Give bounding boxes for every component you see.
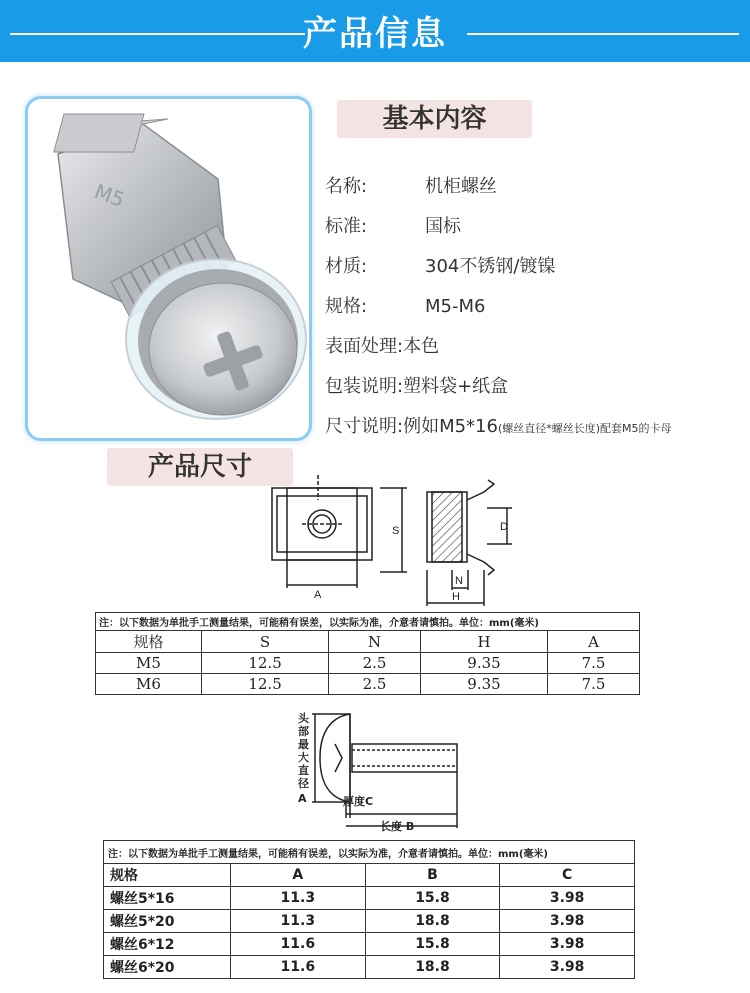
table-cell: 11.6	[231, 933, 366, 956]
table-cell: 螺丝6*12	[104, 933, 231, 956]
info-value: 本色	[403, 336, 440, 357]
screw-spec-table	[103, 840, 635, 979]
table-cell: 3.98	[500, 910, 635, 933]
header-cell: 规格	[96, 631, 202, 653]
header-cell: H	[420, 631, 547, 653]
info-value: 机柜螺丝	[425, 176, 497, 197]
table-cell: 12.5	[202, 653, 329, 674]
info-row-spec	[325, 292, 485, 318]
head-diameter-letter: A	[298, 792, 307, 805]
table-cell: 螺丝5*16	[104, 887, 231, 910]
table-header-row	[96, 631, 640, 653]
length-label: 长度 B	[380, 820, 415, 833]
table-row	[104, 933, 635, 956]
info-row-standard	[325, 212, 461, 238]
table-cell: 2.5	[329, 653, 421, 674]
info-label: 表面处理:	[325, 336, 404, 357]
table-cell: 3.98	[500, 956, 635, 979]
thickness-label: 厚度C	[343, 795, 374, 808]
table-note: 注：以下数据为单批手工测量结果，可能稍有误差，以实际为准，介意者请慎拍。单位：mm(毫米)	[96, 613, 640, 631]
table-row	[96, 653, 640, 674]
table-cell: 3.98	[500, 887, 635, 910]
table-cell: 11.3	[231, 910, 366, 933]
basic-info-heading: 基本内容	[337, 100, 532, 138]
info-value: 塑料袋+纸盒	[403, 376, 509, 397]
table-cell: 7.5	[548, 674, 640, 695]
table-cell: M5	[96, 653, 202, 674]
banner-title: 产品信息	[303, 14, 447, 54]
table-cell: 9.35	[420, 674, 547, 695]
screw-with-nut-illustration	[28, 99, 309, 438]
info-row-packaging	[325, 372, 508, 398]
table-cell: 15.8	[365, 887, 500, 910]
table-cell: 12.5	[202, 674, 329, 695]
table-cell: 7.5	[548, 653, 640, 674]
table-cell: 9.35	[420, 653, 547, 674]
table-cell: 螺丝6*20	[104, 956, 231, 979]
dim-label-h: H	[452, 591, 460, 603]
info-value-note: (螺丝直径*螺丝长度)配套M5的卡母	[497, 422, 672, 435]
table-row	[104, 956, 635, 979]
info-value: M5-M6	[425, 296, 486, 317]
table-row	[96, 674, 640, 695]
info-row-material	[325, 252, 555, 278]
nut-spec-table	[95, 612, 640, 695]
dim-label-n: N	[455, 575, 463, 587]
info-label: 名称:	[325, 176, 368, 197]
nut-stamp: M5	[91, 179, 128, 212]
head-diameter-label: 头部最大直径	[298, 712, 309, 790]
info-label: 规格:	[325, 296, 368, 317]
screw-drawing	[290, 706, 470, 834]
table-cell: 3.98	[500, 933, 635, 956]
header-cell: B	[365, 864, 500, 887]
dim-label-s: S	[392, 525, 400, 537]
header-cell: A	[548, 631, 640, 653]
table-cell: 螺丝5*20	[104, 910, 231, 933]
table-cell: 18.8	[365, 910, 500, 933]
header-cell: S	[202, 631, 329, 653]
table-cell: 2.5	[329, 674, 421, 695]
info-value: 304不锈钢/镀镍	[425, 256, 556, 277]
header-banner	[0, 0, 750, 62]
dim-label-d: D	[500, 521, 508, 533]
table-cell: 11.6	[231, 956, 366, 979]
info-value: 例如M5*16	[403, 416, 498, 437]
table-cell: 18.8	[365, 956, 500, 979]
info-label: 标准:	[325, 216, 368, 237]
product-photo	[25, 96, 312, 441]
header-cell: 规格	[104, 864, 231, 887]
dimensions-heading: 产品尺寸	[107, 448, 293, 486]
info-row-size	[325, 412, 672, 438]
info-row-surface	[325, 332, 439, 358]
info-label: 包装说明:	[325, 376, 404, 397]
header-cell: N	[329, 631, 421, 653]
info-label: 尺寸说明:	[325, 416, 404, 437]
info-label: 材质:	[325, 256, 368, 277]
table-cell: 15.8	[365, 933, 500, 956]
table-header-row	[104, 864, 635, 887]
table-row	[104, 887, 635, 910]
cage-nut-drawing	[262, 470, 524, 610]
table-cell: 11.3	[231, 887, 366, 910]
table-note: 注：以下数据为单批手工测量结果，可能稍有误差，以实际为准，介意者请慎拍。单位：mm(毫米)	[104, 841, 635, 864]
table-row	[104, 910, 635, 933]
info-row-name	[325, 172, 497, 198]
header-cell: A	[231, 864, 366, 887]
table-cell: M6	[96, 674, 202, 695]
header-cell: C	[500, 864, 635, 887]
dim-label-a: A	[314, 589, 322, 601]
info-value: 国标	[425, 216, 461, 237]
